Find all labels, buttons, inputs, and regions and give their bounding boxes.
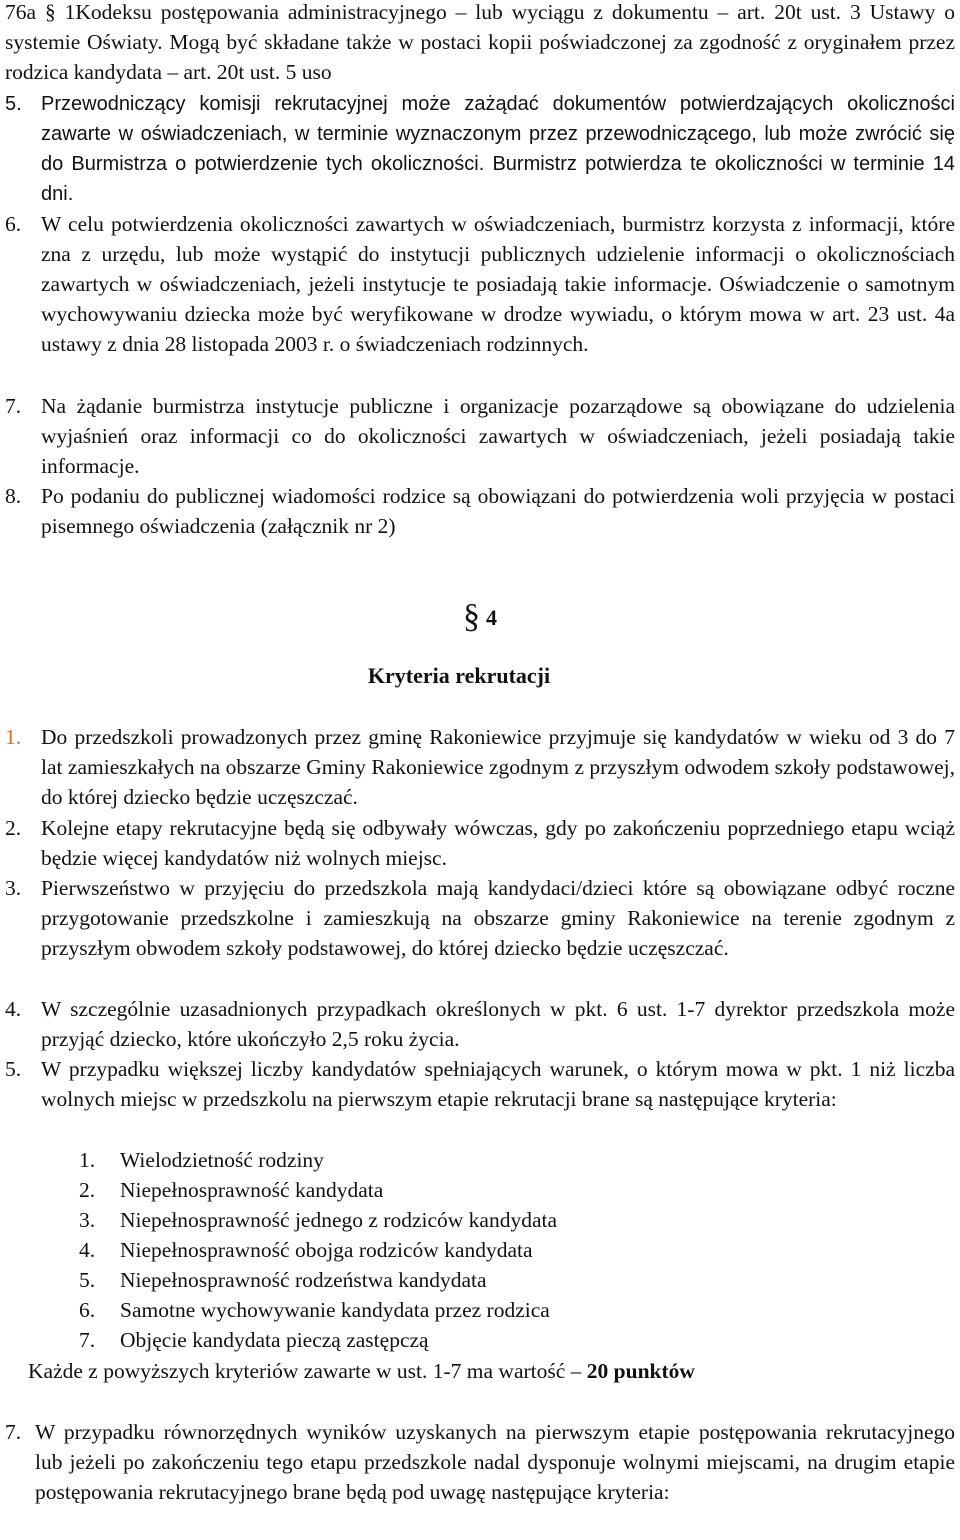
item-number: 8. [5, 484, 22, 508]
points-statement [28, 1356, 695, 1386]
item-text: Po podaniu do publicznej wiadomości rodzice są obowiązani do potwierdzenia woli przyjęcia w postaci pisemnego oświadczenia (załącznik nr 2) [41, 484, 955, 538]
list-item-7 [0, 391, 955, 481]
sublist-item: 6. Samotne wychowywanie kandydata przez rodzica [79, 1298, 550, 1322]
sublist-item: 5. Niepełnosprawność rodzeństwa kandydata [79, 1268, 487, 1292]
list-item-5 [0, 89, 955, 209]
item-text: W przypadku równorzędnych wyników uzyskanych na pierwszym etapie postępowania rekrutacyjnego lub jeżeli po zakończeniu tego etapu przedszkole nadal dysponuje wolnymi miejscami, na drugim etapie postępowania rekrutacyjnego brane będą pod uwagę następujące kryteria: [35, 1420, 955, 1504]
item-number: 7. [5, 394, 22, 418]
list-item-7-second-stage [0, 1417, 955, 1507]
item-text: Na żądanie burmistrza instytucje publiczne i organizacje pozarządowe są obowiązane do udzielenia wyjaśnień oraz informacji co do okoliczności zawartych w oświadczeniach, jeżeli posiadają takie informacje. [41, 394, 955, 478]
item-number: 2. [5, 816, 22, 840]
section-title: Kryteria rekrutacji [367, 663, 551, 688]
item-text: Do przedszkoli prowadzonych przez gminę Rakoniewice przyjmuje się kandydatów w wieku od 3 do 7 lat zamieszkałych na obszarze Gminy Rakoniewice zgodnym z przyszłym odwodem szkoły podstawowej, do której dziecko będzie uczęszczać. [41, 725, 955, 809]
item-text: Przewodniczący komisji rekrutacyjnej może zażądać dokumentów potwierdzających okoliczności zawarte w oświadczeniach, w terminie wyznaczonym przez przewodniczącego, lub może zwrócić się do Burmistrza o potwierdzenie tych okoliczności. Burmistrz potwierdza te okoliczności w terminie 14 dni. [41, 93, 955, 205]
continuation-text: 76a § 1Kodeksu postępowania administracyjnego – lub wyciągu z dokumentu – art. 20t ust. 3 Ustawy o systemie Oświaty. Mogą być składane także w postaci kopii poświadczonej za zgodność z oryginałem przez rodzica kandydata – art. 20t ust. 5 uso [5, 0, 955, 84]
section-number [0, 600, 960, 633]
criteria-item-3 [0, 873, 955, 963]
criteria-item-2 [0, 813, 955, 873]
item-number: 5. [5, 93, 22, 115]
section-mark: § [463, 598, 480, 635]
section-number-value: 4 [486, 605, 497, 630]
item-text: W szczególnie uzasadnionych przypadkach określonych w pkt. 6 ust. 1-7 dyrektor przedszkola może przyjąć dziecko, które ukończyło 2,5 roku życia. [41, 997, 955, 1051]
criteria-item-4 [0, 994, 955, 1054]
item-number: 4. [5, 997, 22, 1021]
sublist-item: 2. Niepełnosprawność kandydata [79, 1178, 384, 1202]
item-text: Kolejne etapy rekrutacyjne będą się odbywały wówczas, gdy po zakończeniu poprzedniego etapu wciąż będzie więcej kandydatów niż wolnych miejsc. [41, 816, 955, 870]
sublist-item: 1. Wielodzietność rodziny [79, 1148, 324, 1172]
item-number: 3. [5, 876, 22, 900]
sublist-item: 3. Niepełnosprawność jednego z rodziców kandydata [79, 1208, 558, 1232]
item-number: 6. [5, 212, 22, 236]
item-number: 1. [5, 725, 22, 749]
continuation-paragraph [5, 0, 955, 87]
item-text: W przypadku większej liczby kandydatów spełniających warunek, o którym mowa w pkt. 1 niż liczba wolnych miejsc w przedszkolu na pierwszym etapie rekrutacji brane są następujące kryteria: [41, 1057, 955, 1111]
criteria-item-1 [0, 722, 955, 812]
item-text: Pierwszeństwo w przyjęciu do przedszkola mają kandydaci/dzieci które są obowiązane odbyć roczne przygotowanie przedszkolne i zamieszkują na obszarze gminy Rakoniewice na terenie zgodnym z przyszłym obwodem szkoły podstawowej, do której dziecko będzie uczęszczać. [41, 876, 955, 960]
list-item-8 [0, 481, 955, 541]
item-number: 7. [5, 1420, 22, 1444]
sublist-item: 4. Niepełnosprawność obojga rodziców kandydata [79, 1238, 533, 1262]
criteria-sublist [79, 1145, 557, 1355]
points-value: 20 punktów [586, 1359, 695, 1383]
item-number: 5. [5, 1057, 22, 1081]
item-text: W celu potwierdzenia okoliczności zawartych w oświadczeniach, burmistrz korzysta z informacji, które zna z urzędu, lub może wystąpić do instytucji publicznych udzielenie informacji o okolicznościach zawartych w oświadczeniach, jeżeli instytucje te posiadają takie informacje. Oświadczenie o samotnym wychowywaniu dziecka może być weryfikowane w drodze wywiadu, o którym mowa w art. 23 ust. 4a ustawy z dnia 28 listopada 2003 r. o świadczeniach rodzinnych. [41, 212, 955, 356]
criteria-item-5 [0, 1054, 955, 1114]
list-item-6 [0, 209, 955, 359]
sublist-item: 7. Objęcie kandydata pieczą zastępczą [79, 1328, 429, 1352]
points-prefix: Każde z powyższych kryteriów zawarte w ust. 1-7 ma wartość – [28, 1359, 587, 1383]
